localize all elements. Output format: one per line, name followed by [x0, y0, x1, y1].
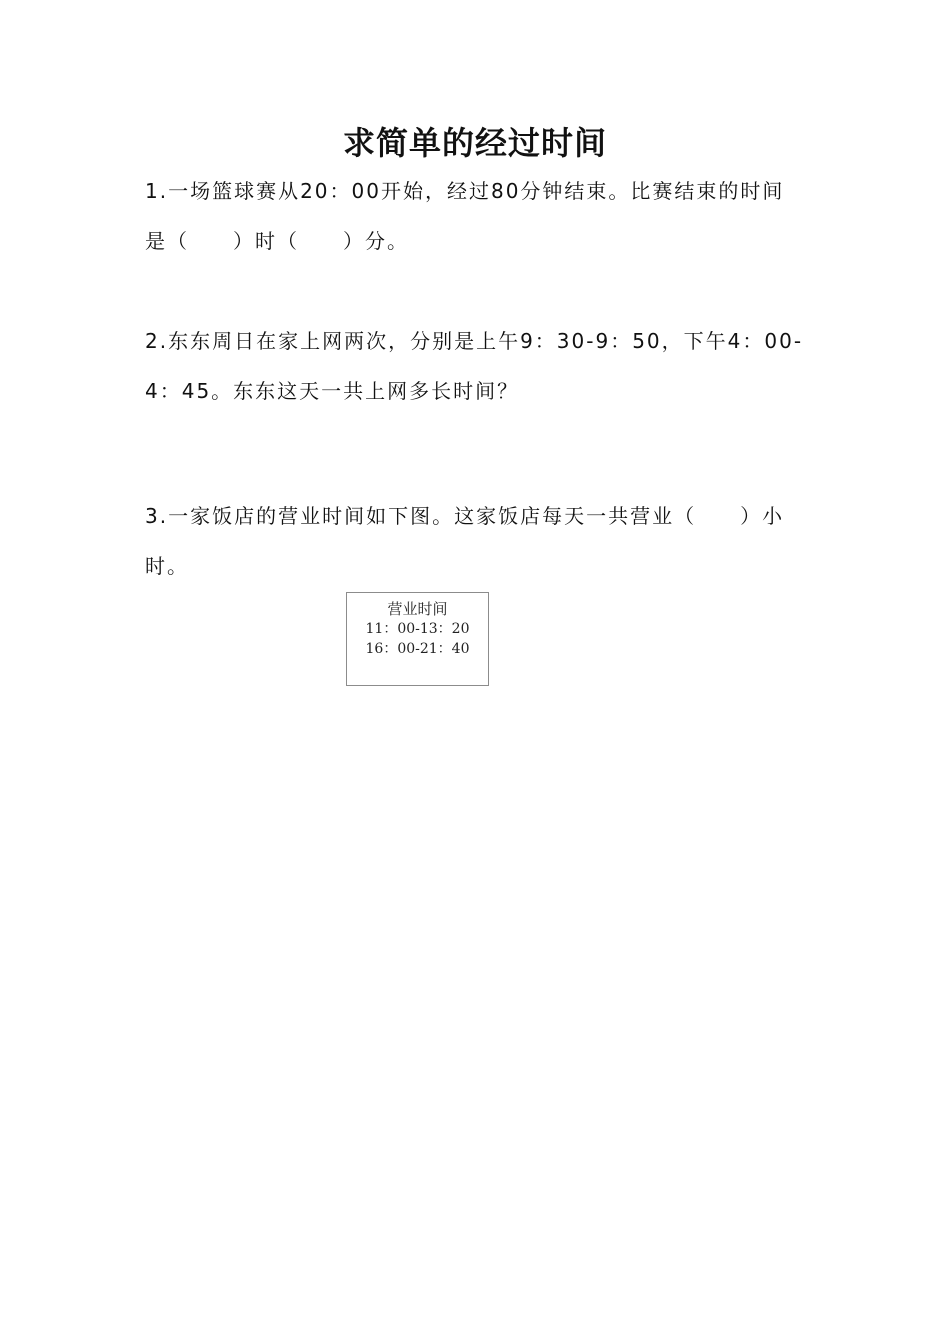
question-1-line-1: 1.一场篮球赛从20：00开始，经过80分钟结束。比赛结束的时间 — [145, 179, 785, 203]
question-1 — [145, 166, 810, 266]
business-hours-period-1: 11：00-13：20 — [365, 621, 470, 637]
question-2-line-2: 4：45。东东这天一共上网多长时间？ — [145, 379, 520, 403]
question-1-line-2: 是（ ）时（ ）分。 — [145, 229, 409, 253]
question-3 — [145, 491, 810, 591]
question-3-line-1: 3.一家饭店的营业时间如下图。这家饭店每天一共营业（ ）小 — [145, 504, 785, 528]
page-title: 求简单的经过时间 — [342, 124, 607, 162]
business-hours-period-2: 16：00-21：40 — [365, 641, 470, 657]
question-3-line-2: 时。 — [145, 554, 189, 578]
business-hours-box — [346, 592, 489, 686]
question-2 — [145, 316, 810, 416]
question-2-line-1: 2.东东周日在家上网两次，分别是上午9：30-9：50，下午4：00- — [145, 329, 804, 353]
business-hours-label: 营业时间 — [387, 600, 448, 618]
